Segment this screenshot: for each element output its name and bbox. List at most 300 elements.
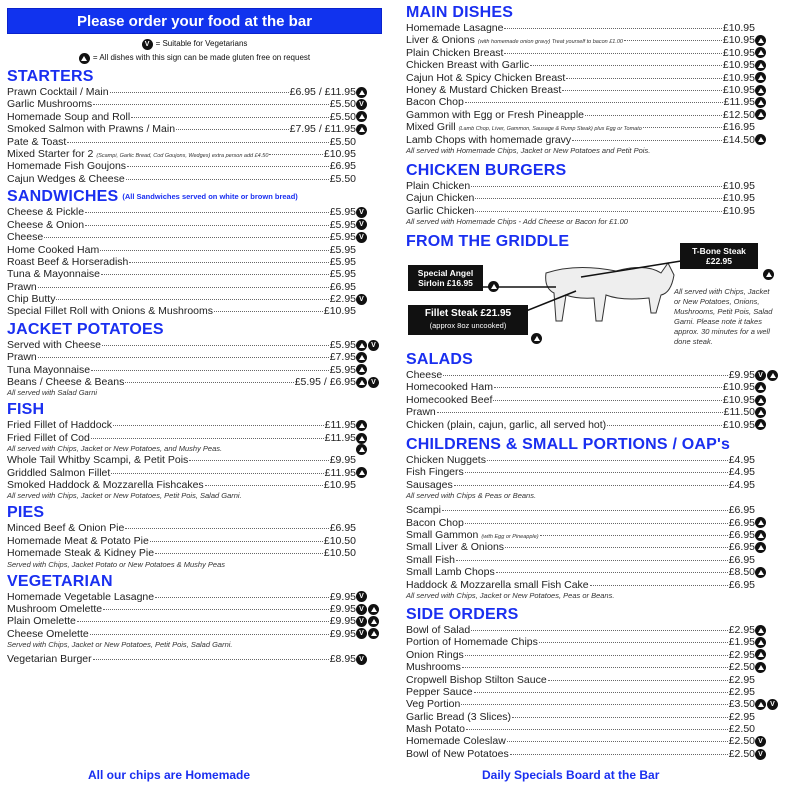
item-price: £2.95 xyxy=(728,673,755,686)
item-price: £10.50 xyxy=(323,547,356,560)
dot-leader xyxy=(44,237,329,238)
menu-item xyxy=(7,547,382,559)
gluten-free-icon xyxy=(356,87,367,98)
item-name: Beans / Cheese & Beans xyxy=(7,376,125,389)
gluten-free-icon xyxy=(755,662,766,673)
menu-item xyxy=(7,432,382,444)
dot-leader xyxy=(85,225,329,226)
gluten-free-icon xyxy=(755,407,766,418)
dot-leader xyxy=(126,179,329,180)
item-price: £11.50 xyxy=(723,406,755,419)
gluten-free-icon xyxy=(755,567,766,578)
item-price: £9.95 xyxy=(728,369,755,382)
gluten-free-icon xyxy=(755,699,766,710)
item-price: £9.95 xyxy=(329,615,356,628)
right-column xyxy=(406,0,781,760)
gluten-free-icon xyxy=(368,616,379,627)
item-price: £8.95 xyxy=(329,653,356,666)
dietary-icons xyxy=(755,530,781,541)
menu-item xyxy=(406,34,781,46)
tbone-price-tag xyxy=(680,243,758,269)
dot-leader xyxy=(530,65,722,66)
dot-leader xyxy=(562,90,722,91)
dietary-icons xyxy=(755,35,781,46)
gluten-free-icon xyxy=(755,72,766,83)
item-price: £2.95 xyxy=(728,710,755,723)
dietary-icons xyxy=(755,625,781,636)
dot-leader xyxy=(585,115,722,116)
gluten-free-icon xyxy=(755,637,766,648)
dot-leader xyxy=(437,412,723,413)
item-price: £9.95 xyxy=(329,454,356,467)
dietary-icons xyxy=(755,97,781,108)
fish-footnote-a xyxy=(7,444,382,454)
item-name: Prawn Cocktail / Main xyxy=(7,86,109,98)
section-title-salads: SALADS xyxy=(406,351,473,369)
dot-leader xyxy=(504,53,721,54)
dot-leader xyxy=(111,473,323,474)
item-price: £2.95 xyxy=(728,685,755,698)
dot-leader xyxy=(475,211,722,212)
childrens-list-a xyxy=(406,454,781,491)
menu-item xyxy=(7,305,382,317)
menu-item xyxy=(406,479,781,491)
item-price: £2.50 xyxy=(728,747,755,760)
menu-item xyxy=(406,624,781,636)
dot-leader xyxy=(471,630,728,631)
dot-leader xyxy=(572,140,722,141)
item-name: Plain Chicken xyxy=(406,179,471,192)
menu-item xyxy=(7,123,382,135)
item-name: Small Gammon xyxy=(406,528,479,541)
chicken-burgers-list xyxy=(406,180,781,217)
item-name: Cheese & Onion xyxy=(7,218,85,231)
menu-item xyxy=(406,109,781,121)
menu-item xyxy=(406,466,781,478)
menu-item xyxy=(7,603,382,615)
gluten-free-icon xyxy=(368,628,379,639)
menu-item xyxy=(406,529,781,541)
item-price: £10.95 xyxy=(323,305,356,318)
item-price: £6.95 xyxy=(728,528,755,541)
gluten-free-icon xyxy=(356,433,367,444)
dot-leader xyxy=(91,370,329,371)
menu-item xyxy=(406,454,781,466)
item-name: Prawn xyxy=(406,406,436,419)
menu-item xyxy=(406,22,781,34)
section-title-pies: PIES xyxy=(7,504,45,522)
item-name: Pepper Sauce xyxy=(406,685,473,698)
gf-legend-text: = All dishes with this sign can be made gluten free on request xyxy=(92,53,311,62)
dietary-icons xyxy=(755,72,781,83)
menu-item xyxy=(7,535,382,547)
item-price: £6.95 xyxy=(329,280,356,293)
item-price: £5.50 xyxy=(329,110,356,123)
dietary-icons xyxy=(755,699,781,710)
dietary-icons xyxy=(755,567,781,578)
dot-leader xyxy=(454,485,728,486)
item-name: Cajun Wedges & Cheese xyxy=(7,172,125,185)
item-price: £11.95 xyxy=(324,419,356,432)
dietary-icons xyxy=(356,604,382,615)
dot-leader xyxy=(155,553,323,554)
item-price: £10.95 xyxy=(722,83,755,96)
dot-leader xyxy=(103,609,329,610)
item-name: Cajun Hot & Spicy Chicken Breast xyxy=(406,71,566,84)
item-price: £11.95 xyxy=(723,96,755,109)
menu-item xyxy=(406,661,781,673)
item-name: Haddock & Mozzarella small Fish Cake xyxy=(406,578,589,591)
dot-leader xyxy=(102,345,329,346)
item-price: £10.95 xyxy=(722,34,755,47)
chicken-burgers-footnote: All served with Homemade Chips - Add Cheese or Bacon for £1.00 xyxy=(406,217,628,227)
dietary-icons xyxy=(755,407,781,418)
dot-leader xyxy=(443,375,728,376)
dot-leader xyxy=(129,262,328,263)
main-dishes-list xyxy=(406,22,781,146)
vegetarian-list xyxy=(7,591,382,641)
dietary-icons xyxy=(356,219,382,230)
item-price: £5.95 xyxy=(329,363,356,376)
dot-leader xyxy=(461,704,727,705)
dietary-icons xyxy=(356,467,382,478)
menu-item xyxy=(406,121,781,133)
item-name: Homemade Coleslaw xyxy=(406,735,506,748)
vegetarian-icon: V xyxy=(356,628,367,639)
menu-item xyxy=(406,205,781,217)
menu-item xyxy=(7,98,382,110)
menu-item xyxy=(7,231,382,243)
dietary-legend xyxy=(7,37,382,65)
item-price: £8.50 xyxy=(728,566,755,579)
salads-list xyxy=(406,369,781,431)
dot-leader xyxy=(110,92,289,93)
dot-leader xyxy=(504,28,721,29)
item-name: Mash Potato xyxy=(406,723,465,736)
dot-leader xyxy=(214,311,323,312)
gluten-free-icon xyxy=(755,625,766,636)
item-name: Smoked Haddock & Mozzarella Fishcakes xyxy=(7,479,204,491)
item-name: Bacon Chop xyxy=(406,96,464,109)
item-price: £7.95 / £11.95 xyxy=(289,123,356,136)
jacket-potatoes-footnote: All served with Salad Garni xyxy=(7,388,98,398)
item-price: £6.95 xyxy=(728,541,755,554)
dot-leader xyxy=(507,741,728,742)
dot-leader xyxy=(643,127,722,128)
item-price: £10.95 xyxy=(722,22,755,34)
gluten-free-icon xyxy=(356,340,367,351)
dietary-icons xyxy=(755,382,781,393)
dietary-icons xyxy=(755,662,781,673)
item-price: £10.95 xyxy=(722,418,755,431)
gluten-free-icon xyxy=(356,352,367,363)
section-title-side-orders: SIDE ORDERS xyxy=(406,605,519,623)
vegetarian-icon: V xyxy=(755,370,766,381)
gluten-free-icon xyxy=(755,419,766,430)
dot-leader xyxy=(471,186,722,187)
menu-item xyxy=(406,192,781,204)
dietary-icons xyxy=(356,616,382,627)
menu-item xyxy=(7,136,382,148)
item-price: £9.95 xyxy=(329,602,356,615)
item-price: £10.95 xyxy=(722,192,755,205)
dietary-icons xyxy=(356,124,382,135)
dot-leader xyxy=(474,692,728,693)
item-price: £9.95 xyxy=(329,627,356,640)
dietary-icons xyxy=(356,87,382,98)
item-name: Special Fillet Roll with Onions & Mushrooms xyxy=(7,305,213,318)
menu-item xyxy=(406,96,781,108)
item-price: £2.50 xyxy=(728,735,755,748)
item-price: £12.50 xyxy=(722,108,755,121)
fillet-line2: (approx 8oz uncooked) xyxy=(429,321,507,331)
vegetarian-icon: V xyxy=(356,232,367,243)
dot-leader xyxy=(607,425,722,426)
vegetarian-icon: V xyxy=(142,39,153,50)
gluten-free-icon xyxy=(368,604,379,615)
gluten-free-icon xyxy=(488,281,499,292)
item-price: £5.95 xyxy=(329,338,356,351)
dot-leader xyxy=(456,560,728,561)
gluten-free-icon xyxy=(755,649,766,660)
tbone-line2: £22.95 xyxy=(706,256,732,267)
dot-leader xyxy=(539,642,728,643)
item-name: Homemade Fish Goujons xyxy=(7,160,127,173)
menu-item xyxy=(406,180,781,192)
veg-legend-text: = Suitable for Vegetarians xyxy=(155,39,248,48)
dot-leader xyxy=(465,523,728,524)
dot-leader xyxy=(77,621,329,622)
dot-leader xyxy=(624,40,722,41)
fish-list-a xyxy=(7,419,382,444)
dot-leader xyxy=(475,198,722,199)
menu-item xyxy=(406,636,781,648)
item-price: £10.95 xyxy=(722,381,755,394)
menu-item xyxy=(7,591,382,603)
section-title-jacket-potatoes: JACKET POTATOES xyxy=(7,320,164,338)
item-name: Plain Chicken Breast xyxy=(406,46,504,59)
dot-leader xyxy=(540,535,728,536)
menu-item xyxy=(7,522,382,534)
dot-leader xyxy=(590,585,728,586)
item-price: £2.95 xyxy=(728,648,755,661)
item-price: £10.95 xyxy=(722,46,755,59)
vegetarian-icon: V xyxy=(368,377,379,388)
dot-leader xyxy=(465,655,728,656)
item-name: Small Liver & Onions xyxy=(406,541,505,554)
dot-leader xyxy=(566,78,722,79)
fish-footnote-a-text: All served with Chips, Jacket or New Potatoes, and Mushy Peas. xyxy=(7,444,223,454)
menu-item xyxy=(7,148,382,160)
vegetarian-list-b xyxy=(7,653,382,665)
dot-leader xyxy=(465,472,728,473)
item-name: Garlic Mushrooms xyxy=(7,98,93,111)
dot-leader xyxy=(493,400,721,401)
gluten-free-icon xyxy=(767,370,778,381)
gluten-free-icon xyxy=(755,395,766,406)
item-note: (Lamb Chop, Liver, Gammon, Sausage & Rump Steak) plus Egg or Tomato xyxy=(458,126,642,133)
item-name: Served with Cheese xyxy=(7,338,101,351)
sirloin-line2: Sirloin £16.95 xyxy=(418,278,473,289)
menu-item xyxy=(7,219,382,231)
item-price: £3.50 xyxy=(728,698,755,711)
menu-item xyxy=(406,698,781,710)
gluten-free-icon xyxy=(356,420,367,431)
item-name: Bowl of New Potatoes xyxy=(406,747,509,760)
dot-leader xyxy=(125,382,293,383)
item-name: Cajun Chicken xyxy=(406,192,475,205)
item-price: £6.95 xyxy=(728,553,755,566)
menu-item xyxy=(7,256,382,268)
item-name: Chip Butty xyxy=(7,293,56,306)
item-name: Garlic Bread (3 Slices) xyxy=(406,710,512,723)
item-price: £5.95 xyxy=(329,255,356,268)
gluten-free-icon xyxy=(356,124,367,135)
item-name: Homemade Lasagne xyxy=(406,22,504,34)
menu-item xyxy=(7,244,382,256)
dot-leader xyxy=(465,102,723,103)
dietary-icons xyxy=(356,364,382,375)
item-name: Chicken Nuggets xyxy=(406,454,486,467)
childrens-list-b xyxy=(406,504,781,591)
menu-item xyxy=(406,649,781,661)
dot-leader xyxy=(505,547,728,548)
dot-leader xyxy=(127,166,329,167)
main-dishes-footnote: All served with Homemade Chips, Jacket or New Potatoes and Petit Pois. xyxy=(406,145,651,155)
menu-item xyxy=(7,628,382,640)
item-name: Sausages xyxy=(406,478,453,491)
item-price: £5.95 xyxy=(329,206,356,219)
dietary-icons xyxy=(755,736,781,747)
item-note: (with Egg or Pineapple) xyxy=(481,533,539,540)
item-price: £6.95 xyxy=(329,522,356,535)
side-orders-list xyxy=(406,624,781,760)
childrens-footnote-b: All served with Chips, Jacket or New Potatoes, Peas or Beans. xyxy=(406,590,615,600)
section-title-main-dishes: MAIN DISHES xyxy=(406,4,514,21)
item-name: Homemade Soup and Roll xyxy=(7,110,131,123)
fillet-line1: Fillet Steak £21.95 xyxy=(424,308,512,320)
menu-item xyxy=(406,369,781,381)
menu-item xyxy=(406,579,781,591)
gluten-free-icon xyxy=(755,85,766,96)
tbone-line1: T-Bone Steak xyxy=(692,246,746,257)
menu-item xyxy=(7,86,382,98)
dietary-icons xyxy=(356,99,382,110)
gluten-free-icon xyxy=(755,35,766,46)
dietary-icons xyxy=(356,420,382,431)
item-name: Homemade Steak & Kidney Pie xyxy=(7,547,155,560)
dietary-icons xyxy=(356,654,382,665)
dietary-icons xyxy=(356,232,382,243)
dot-leader xyxy=(101,274,329,275)
dot-leader xyxy=(155,597,329,598)
item-price: £6.95 xyxy=(329,160,356,173)
dot-leader xyxy=(113,425,324,426)
item-price: £6.95 xyxy=(728,578,755,591)
fish-list-b xyxy=(7,454,382,491)
section-title-starters: STARTERS xyxy=(7,68,94,85)
item-name: Minced Beef & Onion Pie xyxy=(7,522,125,535)
item-name: Pate & Toast xyxy=(7,135,67,148)
vegetarian-icon: V xyxy=(368,340,379,351)
dot-leader xyxy=(93,104,329,105)
gluten-free-icon xyxy=(763,269,774,280)
dietary-icons xyxy=(755,419,781,430)
gluten-free-icon xyxy=(356,111,367,122)
item-price: £10.95 xyxy=(722,179,755,192)
menu-item xyxy=(7,173,382,185)
section-title-vegetarian: VEGETARIAN xyxy=(7,572,113,590)
menu-item xyxy=(7,479,382,491)
vegetarian-icon: V xyxy=(755,749,766,760)
footer-right: Daily Specials Board at the Bar xyxy=(482,768,660,782)
menu-item xyxy=(406,504,781,516)
item-price: £10.95 xyxy=(722,204,755,217)
item-price: £10.95 xyxy=(722,393,755,406)
item-name: Homemade Vegetable Lasagne xyxy=(7,590,155,603)
item-name: Chicken (plain, cajun, garlic, all served hot) xyxy=(406,418,607,431)
sandwiches-title: SANDWICHES xyxy=(7,188,119,206)
vegetarian-icon: V xyxy=(356,219,367,230)
menu-item xyxy=(406,59,781,71)
dietary-icons xyxy=(755,370,781,381)
item-name: Tuna Mayonnaise xyxy=(7,363,91,376)
item-price: £11.95 xyxy=(324,431,356,444)
griddle-note: All served with Chips, Jacket or New Potatoes, Onions, Mushrooms, Petit Pois, Salad Garni. Please note it takes approx. 30 minutes for a well done steak. xyxy=(674,287,773,347)
item-name: Cheese xyxy=(406,369,443,382)
menu-item xyxy=(406,517,781,529)
item-name: Mushroom Omelette xyxy=(7,602,103,615)
item-name: Homecooked Beef xyxy=(406,393,493,406)
item-price: £4.95 xyxy=(728,454,755,467)
menu-item xyxy=(7,111,382,123)
item-price: £4.95 xyxy=(728,478,755,491)
item-name: Roast Beef & Horseradish xyxy=(7,255,129,268)
dot-leader xyxy=(67,142,328,143)
vegetarian-icon: V xyxy=(356,604,367,615)
item-name: Honey & Mustard Chicken Breast xyxy=(406,83,562,96)
menu-item xyxy=(406,72,781,84)
menu-item xyxy=(7,339,382,351)
item-name: Small Fish xyxy=(406,553,456,566)
item-price: £5.50 xyxy=(329,98,356,111)
dietary-icons xyxy=(755,637,781,648)
item-name: Onion Rings xyxy=(406,648,464,661)
sirloin-line1: Special Angel xyxy=(417,268,474,279)
dot-leader xyxy=(466,729,728,730)
dietary-icons xyxy=(755,134,781,145)
dot-leader xyxy=(494,387,722,388)
dietary-icons xyxy=(755,395,781,406)
menu-item xyxy=(406,748,781,760)
footer-left: All our chips are Homemade xyxy=(88,768,251,782)
pies-list xyxy=(7,522,382,559)
item-name: Scampi xyxy=(406,504,442,517)
item-price: £10.95 xyxy=(323,479,356,491)
dietary-icons xyxy=(356,628,382,639)
vegetarian-icon: V xyxy=(356,207,367,218)
item-price: £9.95 xyxy=(329,590,356,603)
item-price: £5.95 xyxy=(329,243,356,256)
dot-leader xyxy=(442,510,728,511)
section-title-griddle: FROM THE GRIDDLE xyxy=(406,233,570,251)
gluten-free-icon xyxy=(755,530,766,541)
item-price: £2.95 xyxy=(329,293,356,306)
item-name: Small Lamb Chops xyxy=(406,566,495,579)
menu-item xyxy=(406,711,781,723)
dot-leader xyxy=(269,154,322,155)
menu-item xyxy=(7,653,382,665)
